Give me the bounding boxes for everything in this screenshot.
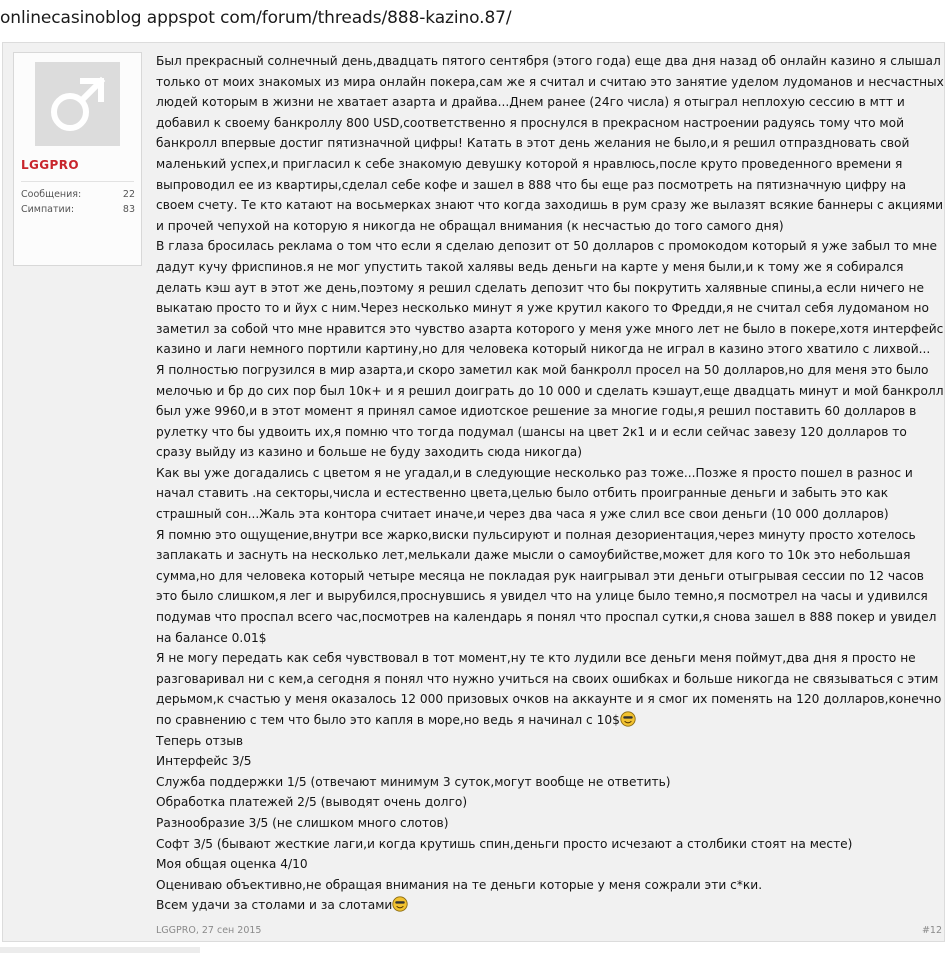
stat-value: 22 (122, 189, 135, 200)
paragraph: Разнообразие 3/5 (не слишком много слотов) (156, 815, 449, 830)
stat-messages (21, 189, 135, 200)
male-symbol-icon (45, 71, 111, 137)
paragraph-text: Я не могу передать как себя чувствовал в тот момент,ну те кто лудили все деньги меня поймут,два дня я просто не разговаривал ни с кем,а сегодня я понял что нужно учиться на своих ошибках и больше никогда не связываться с этим дерьмом,к счастью у меня оказалось 12 000 призовых очков на аккаунте и я смог их поменять на 120 долларов,конечно по сравнению с тем что было это капля в море,но ведь я начинал с 10$ (156, 651, 942, 727)
paragraph: Моя общая оценка 4/10 (156, 857, 308, 872)
paragraph-with-smiley (156, 648, 944, 730)
paragraph: В глаза бросилась реклама о том что если я сделаю депозит от 50 долларов с промокодом который я уже забыл то мне дадут кучу фриспинов.я не мог упустить такой халявы ведь деньги на карте у меня были,и к тому же я собирался делать кэш аут в этот же день,поэтому я решил сделать депозит что бы покрутить халявные спины,а если ничего не выкатаю просто то и йух с ним.Через несколько минут я уже крутил какого то Фредди,я не считал себя лудоманом но заметил за собой что мне нравится это чувство азарта которого у меня уже много лет не было в покере,хотя интерфейс казино и лаги немного портили картину,но для человека который никогда не играл в казино этого хватило с лихвой... (156, 239, 944, 357)
smiley-icon (392, 896, 408, 912)
username[interactable]: LGGPRO (21, 158, 79, 172)
post-number-link[interactable]: #12 (921, 925, 942, 936)
paragraph: Как вы уже догадались с цветом я не угадал,и в следующие несколько раз тоже...Позже я просто пошел в разнос и начал ставить .на секторы,числа и естественно цвета,целью было отбить проигранные деньги и забыть это как страшный сон...Жаль эта контора считает иначе,и через два часа я уже слил все свои деньги (10 000 долларов) (156, 465, 913, 522)
smiley-icon (620, 711, 636, 727)
stat-label: Сообщения: (21, 189, 82, 200)
paragraph: Оцениваю объективно,не обращая внимания на те деньги которые у меня сожрали эти с*ки. (156, 877, 763, 892)
stat-label: Симпатии: (21, 204, 75, 215)
page-url: onlinecasinoblog appspot com/forum/threads/888-kazino.87/ (0, 8, 512, 28)
paragraph: Софт 3/5 (бывают жесткие лаги,и когда крутишь спин,деньги просто исчезают а столбики стоят на месте) (156, 836, 853, 851)
paragraph: Теперь отзыв (156, 733, 244, 748)
paragraph: Обработка платежей 2/5 (выводят очень долго) (156, 795, 468, 810)
paragraph: Интерфейс 3/5 (156, 754, 252, 769)
next-post-edge (0, 947, 200, 953)
divider (21, 181, 134, 182)
stat-likes (21, 204, 135, 215)
user-info-block (13, 52, 142, 266)
paragraph: Был прекрасный солнечный день,двадцать пятого сентября (этого года) еще два дня назад об онлайн казино я слышал только от моих знакомых из мира онлайн покера,сам же я считал и считаю это занятие уделом лудоманов и несчастных людей которым в жизни не хватает азарта и драйва...Днем ранее (24го числа) я отыграл неплохую сессию в мтт и добавил к своему банкроллу 800 USD,соответственно я проснулся в прекрасном настроении радуясь тому что мой банкролл впервые достиг пятизначной цифры! Катать в этот день желания не было,и я решил отпраздновать свой маленький успех,и пригласил к себе знакомую девушку которой я нравлюсь,после круто проведенного времени я выпроводил ее из квартиры,сделал себе кофе и зашел в 888 что бы еще раз посмотреть на пятизначную цифру на своем счету. Те кто катают на восьмерках знают что когда заходишь в рум сразу же вылазят всякие баннеры с акциями и прочей чепухой на которую я никогда не обращал внимания (к несчастью до того самого дня) (156, 54, 944, 233)
paragraph: Служба поддержки 1/5 (отвечают минимум 3 суток,могут вообще не ответить) (156, 774, 671, 789)
paragraph-text: Всем удачи за столами и за слотами (156, 898, 393, 913)
stat-value: 83 (122, 204, 135, 215)
avatar[interactable] (35, 62, 120, 146)
paragraph-with-smiley (156, 895, 944, 916)
forum-post (2, 42, 945, 942)
message-body (156, 51, 944, 916)
post-meta[interactable]: LGGPRO, 27 сен 2015 (156, 925, 262, 936)
paragraph: Я полностью погрузился в мир азарта,и скоро заметил как мой банкролл просел на 50 долларов,но для меня это было мелочью и бр до сих пор был 10к+ и я решил доиграть до 10 000 и сделать кэшаут,еще двадцать минут и мой банкролл был уже 9960,и в этот момент я принял самое идиотское решение за многие годы,я решил поставить 60 долларов в рулетку что бы удвоить их,я помню что тогда подумал (шансы на цвет 2к1 и и если сейчас завезу 120 долларов то сразу выйду из казино и больше не буду заходить сюда никогда) (156, 362, 944, 460)
paragraph: Я помню это ощущение,внутри все жарко,виски пульсируют и полная дезориентация,через минуту просто хотелось заплакать и заснуть на несколько лет,мелькали даже мысли о самоубийстве,может для кого то 10к это небольшая сумма,но для человека который четыре месяца не покладая рук наигрывал эти деньги отыгрывая сессии по 12 часов это было слишком,я лег и вырубился,проснувшись я увидел что на улице было темно,я посмотрел на часы и удивился подумав что проспал всего час,посмотрев на календарь я понял что проспал сутки,я снова зашел в 888 покер и увидел на балансе 0.01$ (156, 527, 937, 645)
